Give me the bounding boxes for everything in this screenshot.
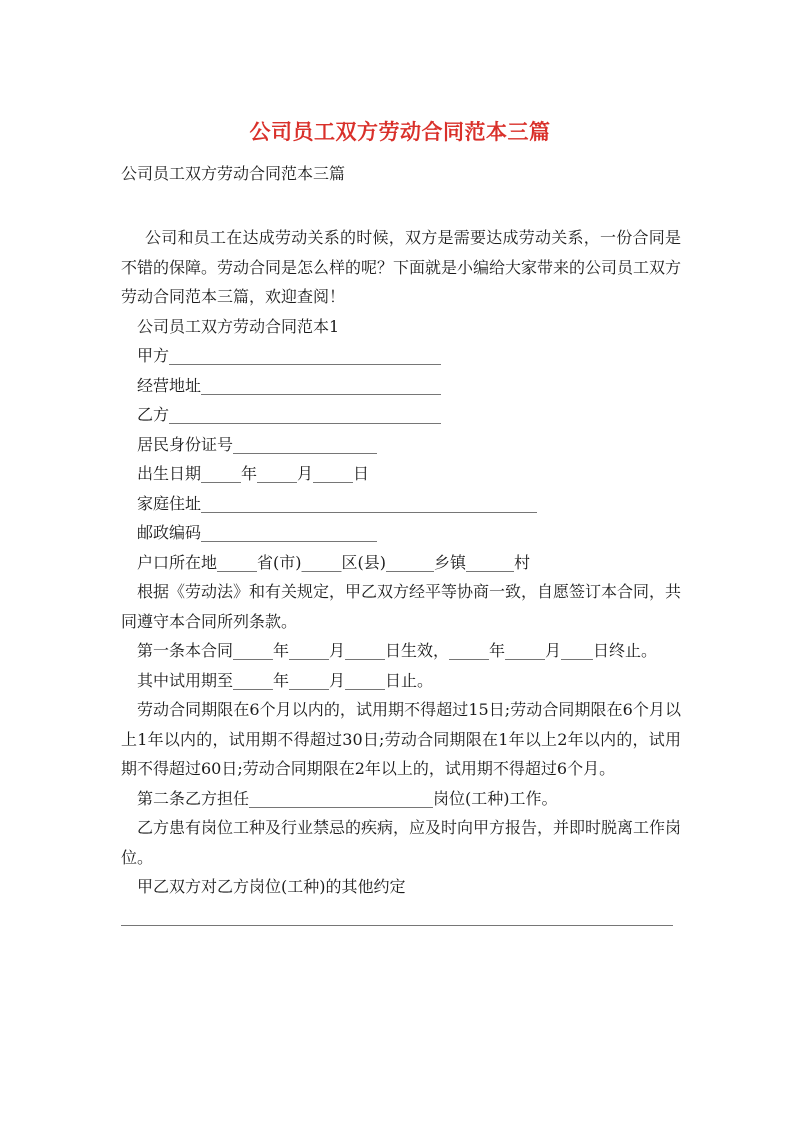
- document-subtitle: 公司员工双方劳动合同范本三篇: [121, 164, 346, 183]
- probation-period-line: 其中试用期至_____年_____月_____日止。: [137, 670, 434, 690]
- disease-report-paragraph: 乙方患有岗位工种及行业禁忌的疾病，应及时向甲方报告，并即时脱离工作岗位。: [121, 818, 682, 867]
- business-address-line: 经营地址______________________________: [137, 375, 442, 395]
- article-two-position: 第二条乙方担任_______________________岗位(工种)工作。: [137, 788, 558, 808]
- home-address-line: 家庭住址__________________________________________: [137, 493, 538, 513]
- article-one-term: 第一条本合同_____年_____月_____日生效，_____年_____月____日终止。: [137, 641, 658, 660]
- party-b-line: 乙方__________________________________: [137, 405, 442, 424]
- document-body: [121, 223, 681, 931]
- party-a-line: 甲方__________________________________: [137, 346, 442, 365]
- birth-date-line: 出生日期_____年_____月_____日: [137, 464, 370, 483]
- other-agreements-line: 甲乙双方对乙方岗位(工种)的其他约定: [137, 877, 406, 896]
- document-title: 公司员工双方劳动合同范本三篇: [249, 119, 551, 144]
- household-registration-line: 户口所在地_____省(市)_____区(县)______乡镇______村: [137, 552, 530, 572]
- id-number-line: 居民身份证号__________________: [137, 434, 378, 454]
- intro-paragraph: 公司和员工在达成劳动关系的时候，双方是需要达成劳动关系，一份合同是不错的保障。劳动合同是怎么样的呢？下面就是小编给大家带来的公司员工双方劳动合同范本三篇，欢迎查阅！: [121, 228, 682, 306]
- probation-rules-paragraph: 劳动合同期限在6个月以内的，试用期不得超过15日;劳动合同期限在6个月以上1年以内的，试用期不得超过30日;劳动合同期限在1年以上2年以内的，试用期不得超过60日;劳动合同期限在2年以上的，试用期不得超过6个月。: [121, 700, 681, 778]
- legal-basis-paragraph: 根据《劳动法》和有关规定，甲乙双方经平等协商一致，自愿签订本合同，共同遵守本合同所列条款。: [121, 582, 682, 631]
- contract-heading: 公司员工双方劳动合同范本1: [137, 316, 340, 336]
- blank-fill-line: _____________________________________________________________________: [121, 906, 673, 926]
- postal-code-line: 邮政编码______________________: [137, 523, 378, 542]
